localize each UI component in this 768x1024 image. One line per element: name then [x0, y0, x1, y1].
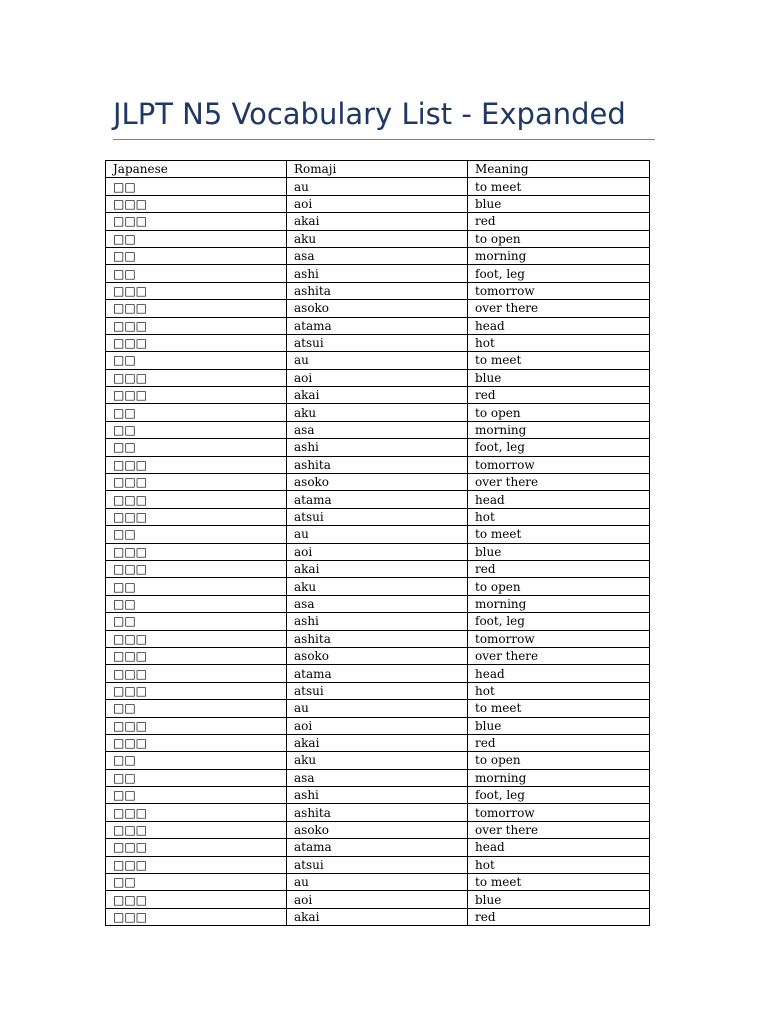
table-row	[106, 213, 650, 230]
table-row	[106, 647, 650, 664]
cell-japanese: □□	[106, 178, 287, 195]
cell-romaji: asa	[287, 247, 468, 264]
cell-romaji: au	[287, 700, 468, 717]
table-header	[106, 161, 650, 178]
cell-japanese: □□	[106, 404, 287, 421]
cell-japanese: □□□	[106, 543, 287, 560]
table-row	[106, 387, 650, 404]
table-row	[106, 543, 650, 560]
table-row	[106, 282, 650, 299]
cell-meaning: blue	[468, 717, 650, 734]
cell-japanese: □□	[106, 874, 287, 891]
cell-japanese: □□□	[106, 908, 287, 925]
cell-japanese: □□□	[106, 717, 287, 734]
cell-meaning: tomorrow	[468, 456, 650, 473]
cell-japanese: □□	[106, 247, 287, 264]
cell-japanese: □□	[106, 439, 287, 456]
cell-japanese: □□	[106, 752, 287, 769]
table-row	[106, 769, 650, 786]
cell-romaji: ashita	[287, 804, 468, 821]
table-row	[106, 421, 650, 438]
cell-romaji: atsui	[287, 856, 468, 873]
table-row	[106, 665, 650, 682]
cell-japanese: □□	[106, 595, 287, 612]
cell-japanese: □□	[106, 769, 287, 786]
cell-meaning: to open	[468, 404, 650, 421]
cell-meaning: head	[468, 665, 650, 682]
cell-meaning: blue	[468, 195, 650, 212]
table-row	[106, 891, 650, 908]
cell-meaning: hot	[468, 682, 650, 699]
cell-japanese: □□□	[106, 195, 287, 212]
cell-romaji: au	[287, 874, 468, 891]
cell-romaji: ashi	[287, 613, 468, 630]
cell-romaji: aoi	[287, 891, 468, 908]
cell-meaning: hot	[468, 508, 650, 525]
cell-meaning: red	[468, 734, 650, 751]
cell-japanese: □□□	[106, 491, 287, 508]
table-row	[106, 595, 650, 612]
cell-japanese: □□	[106, 230, 287, 247]
cell-japanese: □□□	[106, 891, 287, 908]
table-row	[106, 682, 650, 699]
cell-meaning: morning	[468, 595, 650, 612]
cell-meaning: over there	[468, 647, 650, 664]
table-row	[106, 491, 650, 508]
table-row	[106, 178, 650, 195]
cell-romaji: atsui	[287, 508, 468, 525]
cell-romaji: aoi	[287, 717, 468, 734]
cell-romaji: atama	[287, 317, 468, 334]
cell-romaji: ashi	[287, 439, 468, 456]
table-row	[106, 821, 650, 838]
cell-meaning: to open	[468, 578, 650, 595]
table-row	[106, 247, 650, 264]
header-meaning: Meaning	[468, 161, 650, 178]
cell-romaji: au	[287, 352, 468, 369]
cell-japanese: □□□	[106, 282, 287, 299]
cell-japanese: □□□	[106, 456, 287, 473]
cell-japanese: □□□	[106, 821, 287, 838]
cell-romaji: aku	[287, 230, 468, 247]
cell-meaning: foot, leg	[468, 613, 650, 630]
cell-romaji: akai	[287, 387, 468, 404]
table-row	[106, 474, 650, 491]
cell-romaji: aoi	[287, 543, 468, 560]
cell-meaning: over there	[468, 300, 650, 317]
cell-japanese: □□□	[106, 387, 287, 404]
cell-japanese: □□□	[106, 734, 287, 751]
cell-meaning: to meet	[468, 874, 650, 891]
cell-meaning: over there	[468, 474, 650, 491]
cell-japanese: □□	[106, 700, 287, 717]
table-row	[106, 195, 650, 212]
cell-japanese: □□□	[106, 508, 287, 525]
cell-japanese: □□	[106, 352, 287, 369]
cell-romaji: asoko	[287, 474, 468, 491]
cell-japanese: □□□	[106, 804, 287, 821]
cell-romaji: ashi	[287, 787, 468, 804]
table-row	[106, 908, 650, 925]
table-row	[106, 578, 650, 595]
cell-meaning: head	[468, 317, 650, 334]
cell-romaji: au	[287, 178, 468, 195]
cell-romaji: aoi	[287, 369, 468, 386]
cell-romaji: asoko	[287, 300, 468, 317]
cell-romaji: aku	[287, 404, 468, 421]
cell-japanese: □□□	[106, 647, 287, 664]
cell-meaning: morning	[468, 421, 650, 438]
table-row	[106, 369, 650, 386]
cell-japanese: □□	[106, 421, 287, 438]
cell-romaji: akai	[287, 213, 468, 230]
cell-meaning: to meet	[468, 700, 650, 717]
table-row	[106, 613, 650, 630]
cell-meaning: to open	[468, 230, 650, 247]
table-row	[106, 856, 650, 873]
cell-japanese: □□□	[106, 839, 287, 856]
table-row	[106, 734, 650, 751]
cell-meaning: to meet	[468, 352, 650, 369]
table-row	[106, 839, 650, 856]
header-japanese: Japanese	[106, 161, 287, 178]
cell-romaji: ashita	[287, 630, 468, 647]
cell-meaning: morning	[468, 769, 650, 786]
cell-meaning: head	[468, 839, 650, 856]
cell-romaji: aoi	[287, 195, 468, 212]
cell-meaning: red	[468, 213, 650, 230]
cell-japanese: □□□	[106, 300, 287, 317]
cell-meaning: morning	[468, 247, 650, 264]
cell-romaji: asa	[287, 769, 468, 786]
page-title: JLPT N5 Vocabulary List - Expanded	[113, 97, 626, 131]
cell-meaning: blue	[468, 369, 650, 386]
cell-meaning: red	[468, 560, 650, 577]
table-row	[106, 787, 650, 804]
cell-romaji: asoko	[287, 821, 468, 838]
cell-japanese: □□	[106, 613, 287, 630]
cell-romaji: au	[287, 526, 468, 543]
cell-romaji: aku	[287, 578, 468, 595]
table-row	[106, 700, 650, 717]
cell-japanese: □□□	[106, 369, 287, 386]
cell-romaji: ashi	[287, 265, 468, 282]
table-body	[106, 178, 650, 926]
table-row	[106, 317, 650, 334]
cell-meaning: red	[468, 908, 650, 925]
cell-romaji: atsui	[287, 334, 468, 351]
cell-meaning: head	[468, 491, 650, 508]
table-row	[106, 439, 650, 456]
cell-romaji: akai	[287, 908, 468, 925]
cell-romaji: asa	[287, 421, 468, 438]
table-row	[106, 560, 650, 577]
cell-meaning: blue	[468, 543, 650, 560]
cell-romaji: ashita	[287, 456, 468, 473]
table-row	[106, 334, 650, 351]
cell-romaji: aku	[287, 752, 468, 769]
table-row	[106, 352, 650, 369]
cell-japanese: □□	[106, 265, 287, 282]
cell-meaning: over there	[468, 821, 650, 838]
cell-meaning: red	[468, 387, 650, 404]
cell-meaning: blue	[468, 891, 650, 908]
cell-romaji: atama	[287, 839, 468, 856]
cell-romaji: atama	[287, 665, 468, 682]
cell-japanese: □□□	[106, 682, 287, 699]
cell-meaning: to meet	[468, 526, 650, 543]
cell-japanese: □□□	[106, 856, 287, 873]
cell-romaji: atsui	[287, 682, 468, 699]
table-row	[106, 874, 650, 891]
cell-japanese: □□□	[106, 317, 287, 334]
cell-japanese: □□□	[106, 560, 287, 577]
table-row	[106, 230, 650, 247]
title-divider	[113, 139, 655, 140]
cell-meaning: to open	[468, 752, 650, 769]
table-row	[106, 630, 650, 647]
cell-meaning: foot, leg	[468, 439, 650, 456]
cell-meaning: foot, leg	[468, 265, 650, 282]
cell-japanese: □□□	[106, 213, 287, 230]
table-row	[106, 717, 650, 734]
cell-japanese: □□	[106, 787, 287, 804]
cell-japanese: □□□	[106, 630, 287, 647]
cell-romaji: akai	[287, 734, 468, 751]
cell-romaji: ashita	[287, 282, 468, 299]
cell-meaning: foot, leg	[468, 787, 650, 804]
cell-romaji: asoko	[287, 647, 468, 664]
cell-meaning: hot	[468, 334, 650, 351]
cell-japanese: □□	[106, 526, 287, 543]
table-row	[106, 456, 650, 473]
table-row	[106, 404, 650, 421]
cell-meaning: to meet	[468, 178, 650, 195]
cell-japanese: □□□	[106, 474, 287, 491]
cell-romaji: asa	[287, 595, 468, 612]
cell-meaning: tomorrow	[468, 282, 650, 299]
cell-japanese: □□□	[106, 334, 287, 351]
cell-japanese: □□□	[106, 665, 287, 682]
table-row	[106, 804, 650, 821]
table-row	[106, 300, 650, 317]
cell-meaning: tomorrow	[468, 804, 650, 821]
cell-japanese: □□	[106, 578, 287, 595]
table-row	[106, 508, 650, 525]
header-row	[106, 161, 650, 178]
table-row	[106, 265, 650, 282]
cell-romaji: akai	[287, 560, 468, 577]
cell-meaning: hot	[468, 856, 650, 873]
header-romaji: Romaji	[287, 161, 468, 178]
cell-romaji: atama	[287, 491, 468, 508]
table-row	[106, 752, 650, 769]
vocabulary-table	[105, 160, 650, 926]
cell-meaning: tomorrow	[468, 630, 650, 647]
table-row	[106, 526, 650, 543]
